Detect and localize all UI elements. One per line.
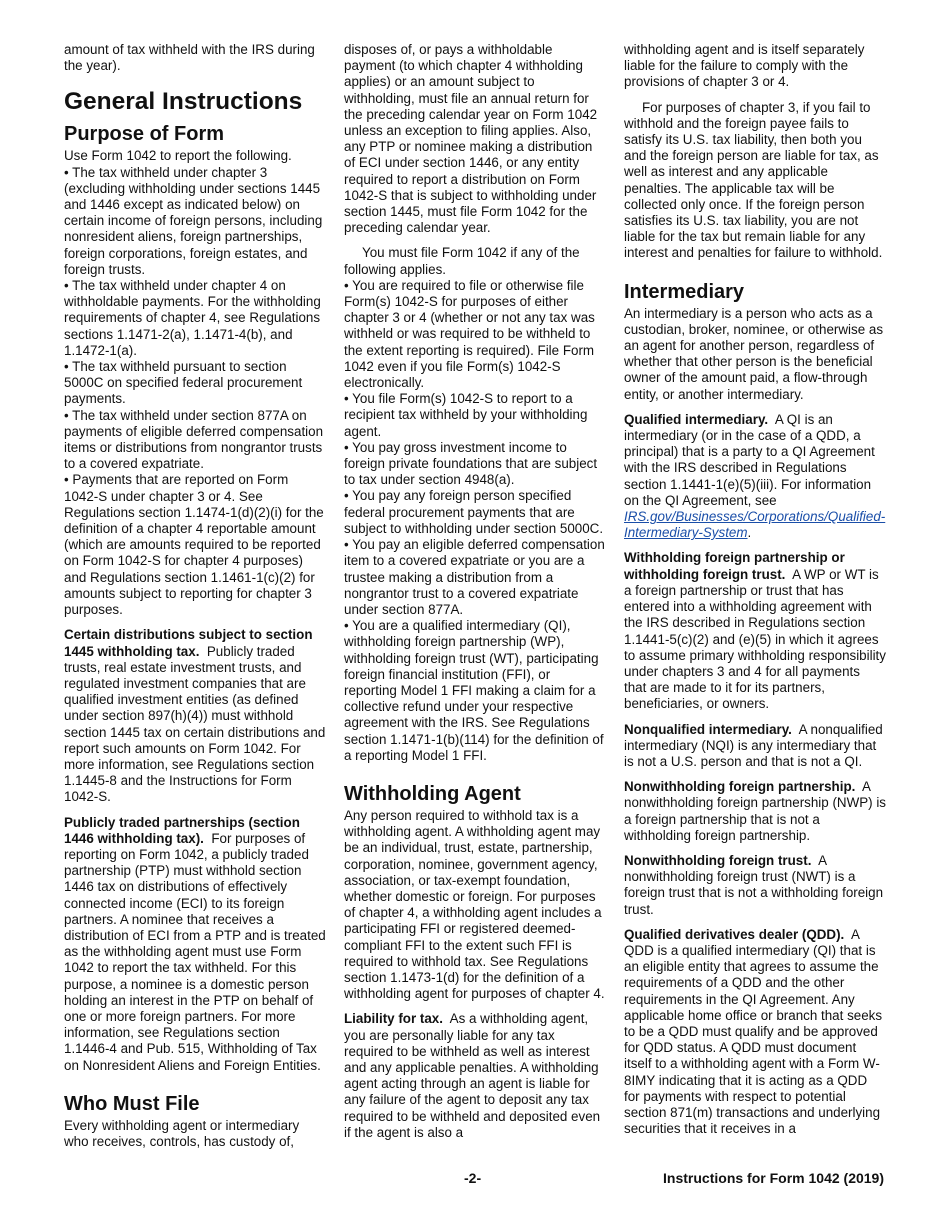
paragraph-body: As a withholding agent, you are personally liable for any tax required to be withheld as well as interest and any applicable penalties. A withholding agent acting through an agent is liable for any failure of the agent to deposit any tax required to be withheld and deposited even if the agent is also a [344,1011,601,1140]
bullet-item: • You are required to file or otherwise file Form(s) 1042-S for purposes of either chapter 3 or 4 (whether or not any tax was withheld or was required to be withheld to the extent reporting is required). File Form 1042 even if you file Form(s) 1042-S electronically. [344,277,595,391]
page-number: -2- [464,1170,482,1186]
subheading-nqi: Nonqualified intermediary. [624,721,792,737]
paragraph-body: A nonwithholding foreign trust (NWT) is a foreign trust that is not a withholding foreign trust. [624,852,884,917]
bullet-item: • You are a qualified intermediary (QI), withholding foreign partnership (WP), withholding foreign trust (WT), participating foreign financial institution (FFI), or reporting Model 1 FFI making a claim for a collective refund under your respective agreement with the IRS. See Regulations section 1.1471-1(b)(114) for the definition of a reporting Model 1 FFI. [344,618,604,763]
punctuation: . [747,525,752,541]
heading-withholding-agent: Withholding Agent [344,782,521,805]
paragraph-body: A WP or WT is a foreign partnership or trust that has entered into a withholding agreement with the IRS described in Regulations section 1.1441-5(c)(2) and (e)(5) in which it agrees to assume primary withholding responsibility under chapters 3 and 4 for all payments that are made to it for its partners, beneficiaries, or owners. [624,566,886,712]
column-2 [344,42,606,1141]
paragraph-qi [624,412,886,542]
footer-title: Instructions for Form 1042 (2019) [663,1170,884,1186]
heading-purpose-of-form: Purpose of Form [64,123,225,146]
bullet-item: • The tax withheld under chapter 4 on withholdable payments. For the withholding requirements of chapter 4, see Regulations sections 1.1471-2(a), 1.1471-4(b), and 1.1472-1(a). [64,278,321,358]
chapter-3-paragraph: For purposes of chapter 3, if you fail to withhold and the foreign payee fails to satisfy its U.S. tax liability, then both you and the foreign person are liable for tax, as well as interest and any applicable penalties. The applicable tax will be collected only once. If the foreign person satisfies its U.S. tax liability, you are not liable for the tax but remain liable for any interest and penalties for failure to withhold. [624,99,883,261]
paragraph-section-1445 [64,627,326,805]
bullet-item: • You file Form(s) 1042-S to report to a recipient tax withheld by your withholding agent. [344,391,588,439]
heading-intermediary: Intermediary [624,280,745,303]
subheading-nwp: Nonwithholding foreign partnership. [624,779,856,795]
bullet-item: • Payments that are reported on Form 1042-S under chapter 3 or 4. See Regulations section 1.1474-1(d)(2)(i) for the definition of a chapter 4 reportable amount (which are amounts required to be reported on Form 1042-S for chapter 4 purposes) and Regulations section 1.1461-1(c)(2) for amounts subject to reporting for chapter 3 purposes. [64,472,324,618]
purpose-intro: Use Form 1042 to report the following. [64,148,292,164]
bullet-item: • The tax withheld under section 877A on payments of eligible deferred compensation items or distributions from nongrantor trusts to a covered expatriate. [64,407,324,472]
paragraph-nqi [624,722,886,771]
subheading-ptp: Publicly traded partnerships (section 1446 withholding tax). [64,814,300,846]
subheading-liability: Liability for tax. [344,1011,443,1027]
paragraph-nwp [624,779,886,844]
paragraph-body: A QDD is a qualified intermediary (QI) that is an eligible entity that agrees to assume the requirements of a QDD and the other requirements in the QI Agreement. Any applicable home office or branch that seeks to be a QDD must qualify and be approved for QDD status. A QDD must document itself to a withholding agent with a Form W-8IMY indicating that it is acting as a QDD for payments with respect to potential section 871(m) transactions and underlying securities that it receives in a [624,926,883,1137]
paragraph-body: A nonqualified intermediary (NQI) is any intermediary that is not a U.S. person and that is not a QI. [624,721,883,769]
paragraph-body: A QI is an intermediary (or in the case of a QDD, a principal) that is a party to a QI Agreement with the IRS described in Regulations section 1.1441-1(e)(5)(iii). For information on the QI Agreement, see [624,411,875,508]
continued-text: withholding agent and is itself separately liable for the failure to comply with the provisions of chapter 3 or 4. [624,42,865,90]
paragraph-body: Publicly traded trusts, real estate investment trusts, and regulated investment companies that are qualified investment entities (as defined under section 897(h)(4)) must withhold section 1445 tax on certain distributions and report such amounts on Form 1042. For more information, see Regulations section 1.1445-8 and the Instructions for Form 1042-S. [64,643,326,805]
qi-agreement-link[interactable]: IRS.gov/Businesses/Corporations/Qualified-Intermediary-System [624,509,886,541]
subheading-nwt: Nonwithholding foreign trust. [624,852,812,868]
paragraph-nwt [624,853,886,918]
subheading-qdd: Qualified derivatives dealer (QDD). [624,926,845,942]
bullet-item: • You pay any foreign person specified federal procurement payments that are subject to withholding under section 5000C. [344,488,604,536]
paragraph-qdd [624,927,886,1138]
bullet-item: • You pay an eligible deferred compensation item to a covered expatriate or you are a trustee making a distribution from a nongrantor trust to a covered expatriate under section 877A. [344,537,605,617]
paragraph-body: A nonwithholding foreign partnership (NWP) is a foreign partnership that is not a withholding foreign partnership. [624,779,886,843]
subheading-section-1445: Certain distributions subject to section 1445 withholding tax. [64,627,313,659]
paragraph-liability [344,1011,606,1141]
bullet-item: • You pay gross investment income to foreign private foundations that are subject to tax under section 4948(a). [344,439,598,488]
withholding-agent-text: Any person required to withhold tax is a withholding agent. A withholding agent may be an individual, trust, estate, partnership, corporation, nominee, government agency, association, or tax-exempt foundation, whether domestic or foreign. For purposes of chapter 4, a withholding agent includes a participating FFI or registered deemed-compliant FFI to the extent such FFI is required to withhold tax. See Regulations section 1.1473-1(d) for the definition of a withholding agent for purposes of chapter 4. [344,807,605,1002]
column-1 [64,42,326,1150]
column-3 [624,42,886,1137]
subheading-wp-wt: Withholding foreign partnership or withholding foreign trust. [624,550,845,582]
paragraph-body: For purposes of reporting on Form 1042, a publicly traded partnership (PTP) must withhold section 1446 tax on distributions of effectively connected income (ECI) to its foreign partners. A nominee that receives a distribution of ECI from a PTP and is treated as the withholding agent must use Form 1042 to report the tax withheld. For this purpose, a nominee is a domestic person holding an interest in the PTP on behalf of one or more foreign partners. For more information, see Regulations section 1.1446-4 and Pub. 515, Withholding of Tax on Nonresident Aliens and Foreign Entities. [64,830,326,1073]
subheading-qi: Qualified intermediary. [624,411,769,427]
paragraph-wp-wt [624,550,886,712]
bullet-item: • The tax withheld pursuant to section 5000C on specified federal procurement payments. [64,359,303,407]
continued-text: amount of tax withheld with the IRS during the year). [64,42,315,74]
heading-who-must-file: Who Must File [64,1092,200,1115]
who-must-file-text: Every withholding agent or intermediary who receives, controls, has custody of, [64,1117,300,1149]
must-file-intro: You must file Form 1042 if any of the following applies. [344,245,580,277]
continued-text: disposes of, or pays a withholdable payment (to which chapter 4 withholding applies) or an amount subject to withholding, must file an annual return for the preceding calendar year on Form 1042 unless an exception to filing applies. Also, any PTP or nominee making a distribution of ECI under section 1446, or any entity required to report a distribution on Form 1042-S that is subject to withholding under section 1445, must file Form 1042 for the preceding calendar year. [344,42,598,236]
paragraph-ptp [64,815,326,1074]
heading-general-instructions: General Instructions [64,88,303,116]
bullet-item: • The tax withheld under chapter 3 (excluding withholding under sections 1445 and 1446 except as indicated below) on certain income of foreign persons, including nonresident aliens, foreign partnerships, foreign corporations, foreign estates, and foreign trusts. [64,164,323,277]
intermediary-text: An intermediary is a person who acts as a custodian, broker, nominee, or otherwise as an agent for another person, regardless of whether that other person is the beneficial owner of the amount paid, a flow-through entity, or another intermediary. [624,305,884,402]
